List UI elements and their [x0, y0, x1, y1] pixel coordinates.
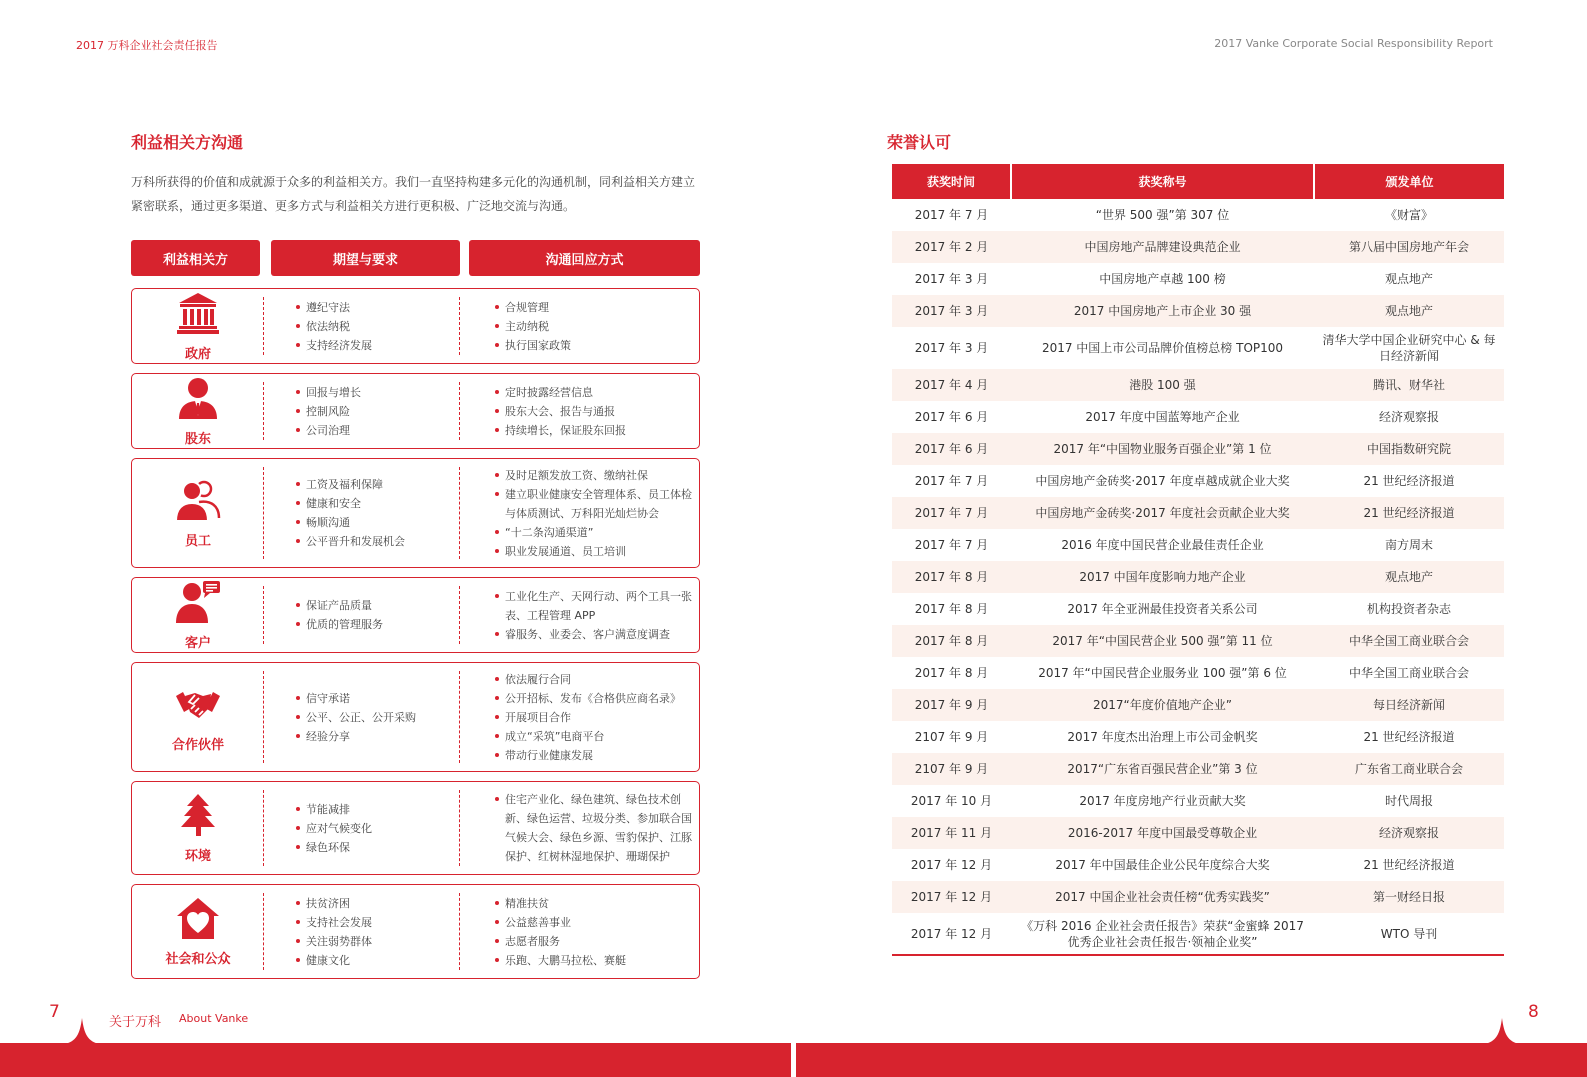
honors-table	[892, 164, 1504, 956]
honor-issuer: 南方周末	[1384, 538, 1433, 552]
honor-award: 2017 年全亚洲最佳投资者关系公司	[1067, 602, 1258, 616]
stakeholder-icon-cell	[132, 374, 264, 448]
house-heart-icon	[175, 896, 221, 944]
expectations-list	[294, 782, 454, 874]
honor-award: 中国房地产金砖奖·2017 年度卓越成就企业大奖	[1035, 474, 1290, 488]
honor-date: 2017 年 3 月	[892, 295, 1011, 327]
bullet-item: 经验分享	[294, 727, 416, 746]
expectations-list	[294, 578, 454, 652]
stakeholder-icon-cell	[132, 663, 264, 771]
honor-date: 2017 年 12 月	[910, 858, 993, 872]
honor-row	[892, 721, 1504, 753]
honor-date: 2017 年 6 月	[914, 410, 989, 424]
handshake-icon	[175, 682, 221, 730]
honor-date: 2017 年 10 月	[910, 794, 993, 808]
bullet-item: 合规管理	[493, 298, 571, 317]
honor-row	[892, 625, 1504, 657]
honor-award: 2017 年“中国民营企业服务业 100 强”第 6 位	[1038, 666, 1287, 680]
stakeholder-icon-cell	[132, 578, 264, 652]
column-header-responses: 沟通回应方式	[469, 240, 700, 276]
honor-issuer: 经济观察报	[1314, 817, 1504, 849]
bullet-item: 优质的管理服务	[294, 615, 383, 634]
bullet-item: 工资及福利保障	[294, 475, 405, 494]
honor-issuer: 清华大学中国企业研究中心 & 每日经济新闻	[1322, 333, 1496, 363]
honor-award: 中国房地产品牌建设典范企业	[1011, 231, 1314, 263]
honor-award: 2017 年中国最佳企业公民年度综合大奖	[1055, 858, 1270, 872]
stakeholder-row	[131, 288, 700, 364]
bullet-item: 精准扶贫	[493, 894, 626, 913]
bullet-item: 健康和安全	[294, 494, 405, 513]
footer-section-cn: 关于万科	[109, 1015, 162, 1030]
honor-row	[892, 497, 1504, 529]
honor-row	[892, 401, 1504, 433]
footer-section-en: About Vanke	[179, 1012, 249, 1025]
honor-row	[892, 689, 1504, 721]
bullet-item: 节能减排	[294, 800, 372, 819]
honor-award: 2017 年度中国蓝筹地产企业	[1085, 410, 1240, 424]
bullet-item: 住宅产业化、绿色建筑、绿色技术创新、绿色运营、垃圾分类、参加联合国气候大会、绿色乡源、雪豹保护、江豚保护、红树林湿地保护、珊瑚保护	[493, 790, 693, 866]
bullet-item: 股东大会、报告与通报	[493, 402, 626, 421]
bullet-item: 持续增长，保证股东回报	[493, 421, 626, 440]
honor-award: 2017 年“中国民营企业 500 强”第 11 位	[1011, 625, 1314, 657]
honor-date: 2017 年 7 月	[914, 474, 989, 488]
honor-issuer: 21 世纪经济报道	[1363, 858, 1455, 872]
honor-row	[892, 657, 1504, 689]
stakeholder-intro: 万科所获得的价值和成就源于众多的利益相关方。我们一直坚持构建多元化的沟通机制，同利益相关方建立紧密联系，通过更多渠道、更多方式与利益相关方进行更积极、广泛地交流与沟通。	[131, 175, 696, 213]
honors-title: 荣誉认可	[887, 133, 952, 152]
page-number-right: 8	[1528, 1002, 1539, 1022]
honor-row	[892, 913, 1504, 955]
bullet-item: 畅顺沟通	[294, 513, 405, 532]
bullet-item: 建立职业健康安全管理体系、员工体检与体质测试、万科阳光灿烂协会	[493, 485, 693, 523]
honor-row	[892, 433, 1504, 465]
honor-issuer: 第一财经日报	[1314, 881, 1504, 913]
shareholder-person-icon	[175, 376, 221, 424]
expectations-list	[294, 885, 454, 978]
stakeholder-name: 股东	[184, 431, 211, 447]
honor-award: 2016-2017 年度中国最受尊敬企业	[1011, 817, 1314, 849]
honor-row	[892, 593, 1504, 625]
bullet-item: 支持经济发展	[294, 336, 372, 355]
stakeholder-name: 社会和公众	[165, 952, 231, 967]
dashed-divider	[459, 382, 460, 440]
honor-award: 2017 年度杰出治理上市公司金帆奖	[1067, 730, 1258, 744]
honor-row	[892, 785, 1504, 817]
honor-issuer: 21 世纪经济报道	[1363, 730, 1455, 744]
bullet-item: 乐跑、大鹏马拉松、赛艇	[493, 951, 626, 970]
page-number-left: 7	[49, 1002, 60, 1022]
bullet-item: 公益慈善事业	[493, 913, 626, 932]
honor-award: 2016 年度中国民营企业最佳责任企业	[1061, 538, 1264, 552]
bullet-item: 控制风险	[294, 402, 361, 421]
honor-award: 港股 100 强	[1011, 369, 1314, 401]
stakeholder-icon-cell	[132, 885, 264, 978]
honor-issuer: 观点地产	[1384, 272, 1433, 286]
stakeholder-name: 员工	[184, 533, 211, 549]
responses-list	[493, 578, 693, 652]
honor-issuer: 每日经济新闻	[1314, 689, 1504, 721]
honor-date: 2017 年 12 月	[892, 881, 1011, 913]
stakeholder-icon-cell	[132, 782, 264, 874]
honor-issuer: WTO 导刊	[1314, 913, 1504, 955]
bullet-item: 开展项目合作	[493, 708, 681, 727]
stakeholder-row	[131, 884, 700, 979]
bullet-item: 公司治理	[294, 421, 361, 440]
bullet-item: 定时披露经营信息	[493, 383, 626, 402]
honor-row	[892, 465, 1504, 497]
stakeholder-row	[131, 577, 700, 653]
honor-award: 中国房地产卓越 100 榜	[1099, 272, 1226, 286]
honor-issuer: 中华全国工商业联合会	[1314, 625, 1504, 657]
column-header-expectations: 期望与要求	[271, 240, 460, 276]
honor-issuer: 第八届中国房地产年会	[1314, 231, 1504, 263]
honor-issuer: 21 世纪经济报道	[1314, 497, 1504, 529]
honor-date: 2017 年 8 月	[892, 561, 1011, 593]
responses-list	[493, 374, 693, 448]
honor-issuer: 观点地产	[1314, 295, 1504, 327]
dashed-divider	[263, 893, 264, 970]
bullet-item: 志愿者服务	[493, 932, 626, 951]
honor-date: 2017 年 8 月	[914, 666, 989, 680]
stakeholder-icon-cell	[132, 459, 264, 567]
honor-row	[892, 199, 1504, 231]
bullet-item: 睿服务、业委会、客户满意度调查	[493, 625, 693, 644]
honors-header-award: 获奖称号	[1011, 164, 1314, 199]
honor-issuer: 《财富》	[1384, 208, 1433, 222]
honor-row	[892, 561, 1504, 593]
honor-date: 2017 年 3 月	[914, 272, 989, 286]
honor-date: 2017 年 7 月	[892, 497, 1011, 529]
employees-group-icon	[175, 478, 221, 526]
honor-date: 2017 年 7 月	[914, 538, 989, 552]
bullet-item: 职业发展通道、员工培训	[493, 542, 693, 561]
responses-list	[493, 289, 693, 363]
honor-date: 2017 年 4 月	[892, 369, 1011, 401]
footer-curve-left	[64, 1010, 100, 1044]
honor-award: 2017 中国上市公司品牌价值榜总榜 TOP100	[1041, 341, 1284, 355]
stakeholder-row	[131, 662, 700, 772]
honor-date: 2017 年 12 月	[892, 913, 1011, 955]
honor-row	[892, 231, 1504, 263]
bullet-item: 信守承诺	[294, 689, 416, 708]
bullet-item: 主动纳税	[493, 317, 571, 336]
honor-row	[892, 817, 1504, 849]
bullet-item: 健康文化	[294, 951, 372, 970]
honors-header-row	[892, 164, 1504, 199]
responses-list	[493, 885, 693, 978]
honor-issuer: 经济观察报	[1378, 410, 1439, 424]
stakeholder-name: 政府	[184, 346, 211, 362]
column-header-stakeholder: 利益相关方	[131, 240, 260, 276]
honor-issuer: 21 世纪经济报道	[1363, 474, 1455, 488]
dashed-divider	[459, 467, 460, 559]
bullet-item: 带动行业健康发展	[493, 746, 681, 765]
honor-row	[892, 881, 1504, 913]
expectations-list	[294, 459, 454, 567]
bullet-item: 工业化生产、天网行动、两个工具一张表、工程管理 APP	[493, 587, 693, 625]
honors-header-time: 获奖时间	[892, 164, 1011, 199]
honor-date: 2017 年 8 月	[914, 602, 989, 616]
honor-award: 中国房地产金砖奖·2017 年度社会贡献企业大奖	[1011, 497, 1314, 529]
responses-list	[493, 459, 693, 567]
dashed-divider	[263, 671, 264, 763]
dashed-divider	[459, 671, 460, 763]
honors-header-issuer: 颁发单位	[1314, 164, 1504, 199]
bullet-item: 公开招标、发布《合格供应商名录》	[493, 689, 681, 708]
stakeholder-name: 合作伙伴	[171, 737, 224, 753]
honor-award: 2017 中国房地产上市企业 30 强	[1011, 295, 1314, 327]
honor-award: 2017“广东省百强民营企业”第 3 位	[1011, 753, 1314, 785]
dashed-divider	[459, 586, 460, 644]
dashed-divider	[263, 467, 264, 559]
stakeholder-name: 客户	[184, 635, 211, 651]
honor-issuer: 观点地产	[1314, 561, 1504, 593]
bullet-item: 支持社会发展	[294, 913, 372, 932]
honor-date: 2017 年 7 月	[914, 208, 989, 222]
honor-date: 2017 年 11 月	[892, 817, 1011, 849]
tree-icon	[175, 793, 221, 841]
honor-issuer: 时代周报	[1384, 794, 1433, 808]
honor-date: 2017 年 9 月	[892, 689, 1011, 721]
dashed-divider	[263, 297, 264, 355]
honor-issuer: 广东省工商业联合会	[1314, 753, 1504, 785]
footer-curve-right	[1484, 1010, 1520, 1044]
expectations-list	[294, 663, 454, 771]
honor-issuer: 机构投资者杂志	[1366, 602, 1451, 616]
footer-divider	[791, 1040, 796, 1077]
bullet-item: 依法履行合同	[493, 670, 681, 689]
bullet-item: 应对气候变化	[294, 819, 372, 838]
customer-chat-icon	[175, 580, 221, 628]
honor-row	[892, 849, 1504, 881]
bullet-item: 关注弱势群体	[294, 932, 372, 951]
stakeholder-icon-cell	[132, 289, 264, 363]
honor-date: 2107 年 9 月	[914, 730, 989, 744]
honor-award: 2017 中国企业社会责任榜“优秀实践奖”	[1011, 881, 1314, 913]
responses-list	[493, 663, 693, 771]
dashed-divider	[459, 790, 460, 866]
honor-issuer: 中华全国工商业联合会	[1348, 666, 1469, 680]
honor-award: 2017“年度价值地产企业”	[1011, 689, 1314, 721]
bullet-item: 遵纪守法	[294, 298, 372, 317]
honor-date: 2017 年 2 月	[892, 231, 1011, 263]
honor-issuer: 腾讯、财华社	[1314, 369, 1504, 401]
honor-row	[892, 753, 1504, 785]
honor-row	[892, 263, 1504, 295]
responses-list	[493, 782, 693, 874]
bullet-item: 及时足额发放工资、缴纳社保	[493, 466, 693, 485]
bullet-item: 回报与增长	[294, 383, 361, 402]
header-left: 2017 万科企业社会责任报告	[76, 39, 218, 52]
honor-issuer: 中国指数研究院	[1314, 433, 1504, 465]
government-building-icon	[175, 291, 221, 339]
honor-row	[892, 295, 1504, 327]
dashed-divider	[459, 893, 460, 970]
honor-row	[892, 327, 1504, 369]
bullet-item: 依法纳税	[294, 317, 372, 336]
stakeholder-row	[131, 781, 700, 875]
honor-award: 《万科 2016 企业社会责任报告》荣获“金蜜蜂 2017 优秀企业社会责任报告·领袖企业奖”	[1011, 913, 1314, 955]
honor-date: 2017 年 3 月	[914, 341, 989, 355]
honor-award: 2017 中国年度影响力地产企业	[1011, 561, 1314, 593]
dashed-divider	[263, 790, 264, 866]
honor-date: 2017 年 8 月	[892, 625, 1011, 657]
stakeholder-title: 利益相关方沟通	[131, 133, 244, 152]
stakeholder-name: 环境	[184, 848, 211, 864]
honor-row	[892, 529, 1504, 561]
expectations-list	[294, 289, 454, 363]
bullet-item: 绿色环保	[294, 838, 372, 857]
stakeholder-row	[131, 373, 700, 449]
dashed-divider	[459, 297, 460, 355]
honor-date: 2107 年 9 月	[892, 753, 1011, 785]
expectations-list	[294, 374, 454, 448]
stakeholder-row	[131, 458, 700, 568]
dashed-divider	[263, 586, 264, 644]
bullet-item: 公平晋升和发展机会	[294, 532, 405, 551]
honor-row	[892, 369, 1504, 401]
honor-date: 2017 年 6 月	[892, 433, 1011, 465]
honor-award: 2017 年度房地产行业贡献大奖	[1079, 794, 1246, 808]
honor-award: “世界 500 强”第 307 位	[1095, 208, 1230, 222]
header-right: 2017 Vanke Corporate Social Responsibility Report	[1214, 37, 1493, 50]
bullet-item: 执行国家政策	[493, 336, 571, 355]
bullet-item: “十二条沟通渠道”	[493, 523, 693, 542]
bullet-item: 扶贫济困	[294, 894, 372, 913]
bullet-item: 公平、公正、公开采购	[294, 708, 416, 727]
bullet-item: 保证产品质量	[294, 596, 383, 615]
bullet-item: 成立“采筑”电商平台	[493, 727, 681, 746]
honor-award: 2017 年“中国物业服务百强企业”第 1 位	[1011, 433, 1314, 465]
dashed-divider	[263, 382, 264, 440]
